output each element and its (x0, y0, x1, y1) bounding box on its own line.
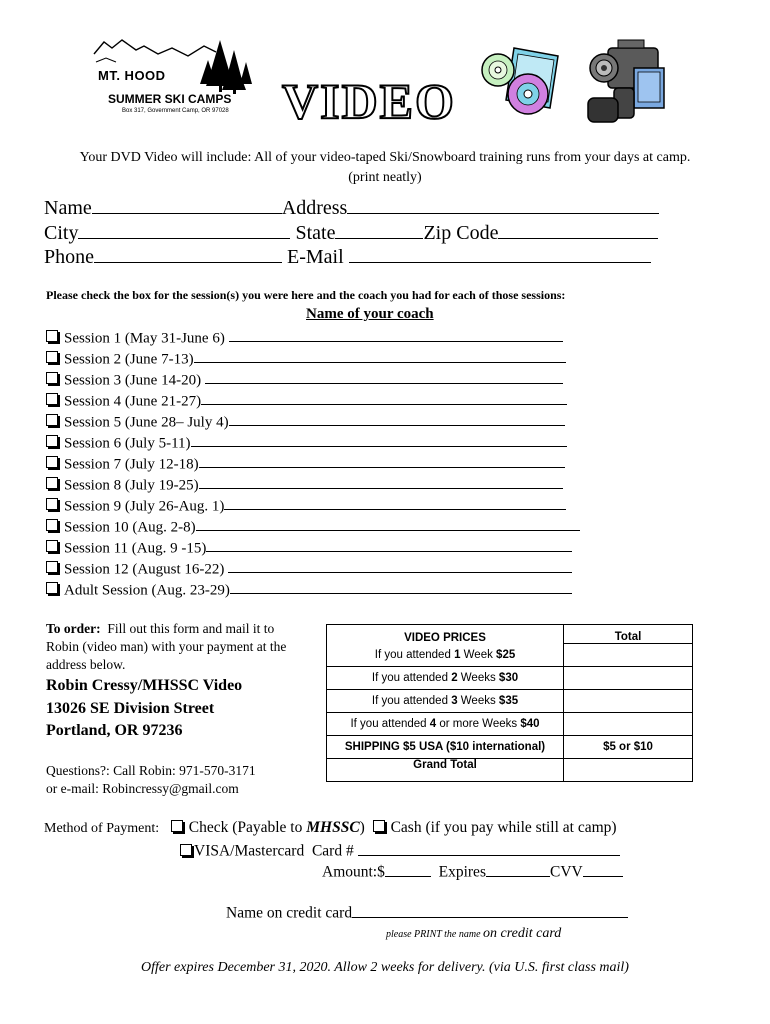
name-on-card-field[interactable] (352, 902, 628, 918)
cvv-label: CVV (549, 863, 583, 881)
session-label: Session 3 (June 14-20) (64, 372, 202, 389)
name-field[interactable] (92, 194, 282, 214)
mailing-address (46, 675, 242, 743)
session-row (46, 348, 566, 368)
phone-label: Phone (44, 246, 94, 268)
visa-checkbox[interactable] (180, 844, 192, 856)
session-row (46, 474, 563, 494)
header-total: Total (564, 625, 693, 644)
session-label: Session 9 (July 26-Aug. 1) (64, 498, 225, 515)
offer-footer: Offer expires December 31, 2020. Allow 2 weeks for delivery. (via U.S. first class mail) (141, 960, 629, 975)
session-row (46, 495, 566, 515)
order-instructions (46, 620, 322, 674)
coach-field[interactable] (230, 579, 572, 594)
print-note-small: please PRINT the name (386, 929, 484, 940)
session-label: Adult Session (Aug. 23-29) (64, 582, 230, 599)
session-label: Session 2 (June 7-13) (64, 351, 194, 368)
session-row (46, 558, 572, 578)
row-name-address (44, 194, 659, 220)
session-9-checkbox[interactable] (46, 498, 58, 510)
session-4-checkbox[interactable] (46, 393, 58, 405)
coach-field[interactable] (191, 432, 567, 447)
questions-line2: or e-mail: Robincressy@gmail.com (46, 781, 239, 796)
table-row (327, 625, 693, 644)
coach-field[interactable] (205, 369, 563, 384)
session-11-checkbox[interactable] (46, 540, 58, 552)
payment-row-3 (322, 861, 623, 882)
coach-field[interactable] (196, 516, 580, 531)
session-3-checkbox[interactable] (46, 372, 58, 384)
sessions-instruction: Please check the box for the session(s) you were here and the coach you had for each of those sessions: (46, 288, 566, 302)
session-7-checkbox[interactable] (46, 456, 58, 468)
print-note (386, 924, 561, 942)
order-text3: address below. (46, 657, 126, 672)
session-row (46, 411, 565, 431)
coach-field[interactable] (228, 558, 572, 573)
expires-field[interactable] (486, 861, 550, 877)
state-label: State (295, 222, 336, 244)
table-row (327, 713, 693, 736)
payment-row-1 (44, 819, 617, 837)
table-row (327, 644, 693, 667)
order-text1: Fill out this form and mail it to (107, 621, 275, 636)
logo-line2: SUMMER SKI CAMPS (108, 92, 232, 106)
payment-row-2 (180, 840, 620, 861)
amount-field[interactable] (385, 861, 431, 877)
session-label: Session 10 (Aug. 2-8) (64, 519, 196, 536)
visa-label: VISA/Mastercard (194, 842, 305, 860)
email-label: E-Mail (287, 246, 344, 268)
session-row (46, 579, 572, 599)
print-note-large: on credit card (483, 926, 562, 941)
coach-field[interactable] (201, 390, 567, 405)
cash-checkbox[interactable] (373, 820, 385, 832)
page-title: VIDEO (282, 73, 456, 129)
city-field[interactable] (78, 219, 290, 239)
grand-total-label: Grand Total (327, 759, 564, 782)
session-label: Session 12 (August 16-22) (64, 561, 225, 578)
zip-field[interactable] (498, 219, 658, 239)
dvd-disc-icon (478, 42, 566, 118)
grand-total-cell[interactable] (564, 759, 693, 782)
adult-session-checkbox[interactable] (46, 582, 58, 594)
order-text2: Robin (video man) with your payment at the (46, 639, 287, 654)
card-label: Card # (311, 842, 354, 860)
table-row (327, 690, 693, 713)
camp-logo (92, 34, 258, 120)
coach-field[interactable] (199, 453, 565, 468)
order-lead: To order: (46, 621, 101, 636)
city-label: City (44, 222, 79, 244)
price-table (326, 624, 693, 782)
questions-line1: Questions?: Call Robin: 971-570-3171 (46, 763, 256, 778)
zip-label: Zip Code (423, 222, 499, 244)
session-row (46, 453, 565, 473)
name-on-card-label: Name on credit card (226, 904, 353, 922)
total-cell[interactable] (564, 690, 693, 713)
coach-field[interactable] (199, 474, 563, 489)
name-label: Name (44, 197, 92, 219)
header-video-prices: VIDEO PRICES (327, 625, 564, 644)
address-line2: 13026 SE Division Street (46, 699, 215, 717)
session-5-checkbox[interactable] (46, 414, 58, 426)
card-number-field[interactable] (358, 840, 620, 856)
intro-print-neatly: (print neatly) (348, 170, 422, 185)
coach-field[interactable] (229, 411, 565, 426)
session-10-checkbox[interactable] (46, 519, 58, 531)
coach-field[interactable] (194, 348, 566, 363)
address-field[interactable] (347, 194, 659, 214)
name-on-card-row (226, 902, 628, 923)
session-label: Session 6 (July 5-11) (64, 435, 191, 452)
address-line1: Robin Cressy/MHSSC Video (46, 677, 243, 694)
session-12-checkbox[interactable] (46, 561, 58, 573)
session-label: Session 4 (June 21-27) (64, 393, 202, 410)
state-field[interactable] (335, 219, 423, 239)
session-label: Session 5 (June 28– July 4) (64, 414, 229, 431)
session-row (46, 537, 572, 557)
payment-label: Method of Payment: (44, 821, 160, 836)
camcorder-clipart (584, 38, 670, 128)
session-row (46, 390, 567, 410)
amount-label: Amount:$ (322, 863, 385, 881)
session-label: Session 7 (July 12-18) (64, 456, 199, 473)
intro-line1: Your DVD Video will include: All of your video-taped Ski/Snowboard training runs from your days at camp. (79, 150, 691, 165)
session-row (46, 369, 563, 389)
session-8-checkbox[interactable] (46, 477, 58, 489)
cvv-field[interactable] (583, 861, 623, 877)
coach-field[interactable] (224, 495, 566, 510)
cash-label: Cash (if you pay while still at camp) (390, 819, 617, 836)
coach-field[interactable] (206, 537, 572, 552)
session-1-checkbox[interactable] (46, 330, 58, 342)
table-row (327, 667, 693, 690)
video-camera-icon (584, 38, 670, 128)
coach-header: Name of your coach (306, 306, 434, 322)
session-row (46, 516, 580, 536)
total-cell[interactable] (564, 644, 693, 667)
session-label: Session 1 (May 31-June 6) (64, 330, 225, 347)
table-row (327, 759, 693, 782)
row-phone-email (44, 243, 651, 269)
session-2-checkbox[interactable] (46, 351, 58, 363)
session-row (46, 432, 567, 452)
session-label: Session 11 (Aug. 9 -15) (64, 540, 207, 557)
expires-label: Expires (438, 863, 486, 881)
total-cell[interactable] (564, 713, 693, 736)
session-6-checkbox[interactable] (46, 435, 58, 447)
coach-field[interactable] (229, 327, 563, 342)
check-label: Check (Payable to MHSSC) (188, 819, 365, 836)
check-checkbox[interactable] (171, 820, 183, 832)
price-row-1: If you attended 1 Week $25 (327, 644, 564, 667)
dvd-clipart (478, 42, 566, 118)
total-cell[interactable] (564, 667, 693, 690)
session-label: Session 8 (July 19-25) (64, 477, 199, 494)
phone-field[interactable] (94, 243, 282, 263)
email-field[interactable] (349, 243, 651, 263)
price-table-wrap (326, 624, 693, 782)
row-city-state-zip (44, 219, 658, 245)
price-row-3: If you attended 3 Weeks $35 (327, 690, 564, 713)
shipping-total: $5 or $10 (564, 736, 693, 759)
session-row (46, 327, 563, 347)
address-line3: Portland, OR 97236 (46, 722, 183, 739)
contact-info (46, 762, 256, 798)
logo-address: Box 317, Government Camp, OR 97028 (122, 108, 229, 114)
price-row-4: If you attended 4 or more Weeks $40 (327, 713, 564, 736)
table-row (327, 736, 693, 759)
shipping-row: SHIPPING $5 USA ($10 international) (327, 736, 564, 759)
logo-line1: MT. HOOD (98, 68, 166, 83)
price-row-2: If you attended 2 Weeks $30 (327, 667, 564, 690)
address-label: Address (281, 197, 348, 219)
